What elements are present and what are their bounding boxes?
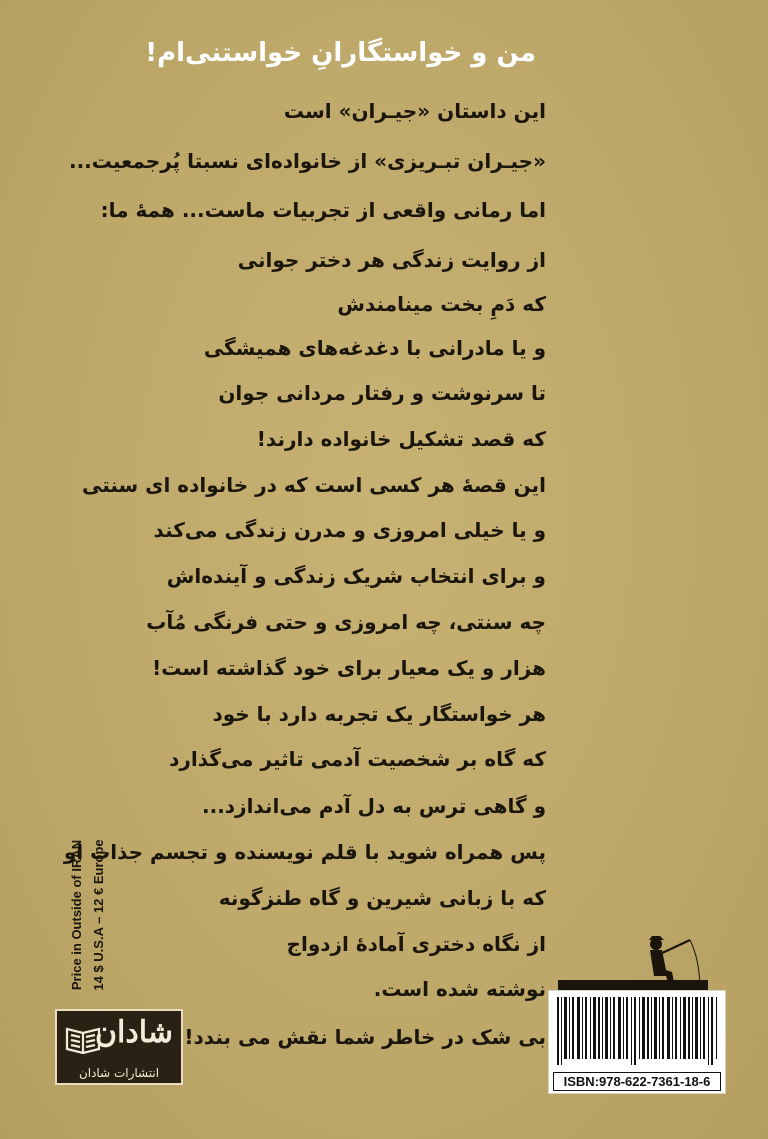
price-notice: [64, 830, 112, 1000]
blurb-line: هزار و یک معیار برای خود گذاشته است!: [152, 656, 546, 680]
publisher-caption: انتشارات شادان: [78, 1066, 160, 1080]
blurb-line: هر خواستگار یک تجربه دارد با خود: [212, 702, 546, 726]
publisher-logo: [55, 1009, 183, 1085]
price-line-1: Price in Outside of IRAN: [69, 839, 84, 991]
blurb-line: اما رمانی واقعی از تجربیات ماست... همهٔ ما:: [100, 198, 546, 222]
publisher-mark: شادان: [94, 1015, 173, 1050]
blurb-line: این قصهٔ هر کسی است که در خانواده ای سنتی: [81, 473, 546, 497]
isbn-number: ISBN:978-622-7361-18-6: [553, 1072, 721, 1091]
blurb-line: که با زبانی شیرین و گاه طنزگونه: [218, 886, 546, 910]
blurb-line: که گاه بر شخصیت آدمی تاثیر می‌گذارد: [169, 747, 546, 771]
blurb-line: که قصد تشکیل خانواده دارند!: [256, 427, 546, 451]
price-line-2: 14 $ U.S.A – 12 € Europe: [91, 839, 106, 991]
barcode-icon: [555, 997, 721, 1065]
blurb-line: «جیـران تبـریزی» از خانواده‌ای نسبتا پُرجمعیت...: [68, 149, 546, 173]
barcode-label: [548, 990, 726, 1094]
blurb-line: بی شک در خاطر شما نقش می بندد!: [184, 1025, 546, 1049]
blurb-line: از نگاه دختری آمادهٔ ازدواج: [286, 932, 546, 956]
blurb-line: چه سنتی، چه امروزی و حتی فرنگی مُآب: [146, 610, 546, 634]
cover-title: من و خواستگارانِ خواستنی‌ام!: [145, 38, 536, 68]
blurb-line: از روایت زندگی هر دختر جوانی: [237, 248, 546, 272]
blurb-line: و یا مادرانی با دغدغه‌های همیشگی: [203, 336, 546, 360]
blurb-line: تا سرنوشت و رفتار مردانی جوان: [218, 381, 546, 405]
blurb-line: که دَمِ بخت مینامندش: [337, 292, 546, 316]
blurb-line: و برای انتخاب شریک زندگی و آینده‌اش: [166, 564, 546, 588]
blurb-line: نوشته شده است.: [373, 977, 546, 1001]
blurb-line: پس همراه شوید با قلم نویسنده و تجسم جذاب او: [63, 840, 546, 864]
blurb-line: و گاهی ترس به دل آدم می‌اندازد...: [202, 794, 546, 818]
blurb-line: این داستان «جیـران» است: [283, 99, 546, 123]
blurb-line: و یا خیلی امروزی و مدرن زندگی می‌کند: [153, 518, 546, 542]
